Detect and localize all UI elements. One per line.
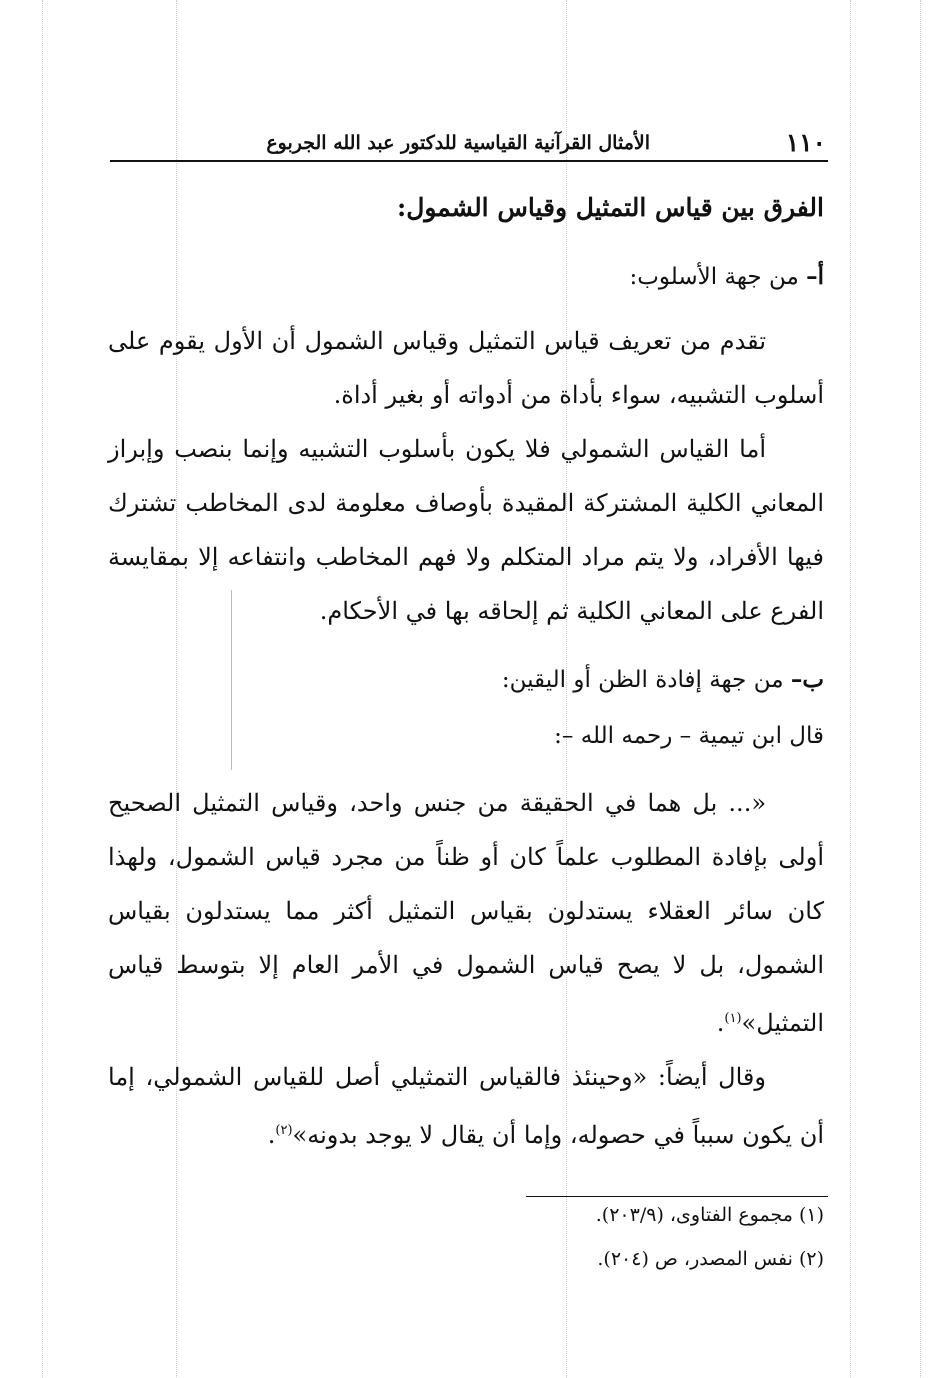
- footnote-divider: [526, 1196, 828, 1197]
- scan-guide-line: [176, 0, 177, 1378]
- scan-guide-line: [920, 0, 921, 1378]
- scan-guide-line: [850, 0, 851, 1378]
- page-number: ١١٠: [785, 128, 826, 157]
- footnote-1: (١) مجموع الفتاوى، (٢٠٣/٩).: [595, 1204, 824, 1226]
- body-text-block-1: [108, 314, 824, 638]
- section-heading: الفرق بين قياس التمثيل وقياس الشمول:: [397, 193, 824, 222]
- subsection-a-heading: [630, 263, 824, 290]
- quote-2-end: .: [267, 1121, 276, 1149]
- subsection-a-letter: أ–: [806, 263, 824, 290]
- quote-2: [108, 1050, 824, 1162]
- scan-guide-line: [42, 0, 43, 1378]
- subsection-b-heading: [502, 666, 824, 693]
- paragraph-2: أما القياس الشمولي فلا يكون بأسلوب التشبيه وإنما بنصب وإبراز المعاني الكلية المشتركة المقيدة بأوصاف معلومة لدى المخاطب تشترك فيها الأفراد، ولا يتم مراد المتكلم ولا فهم المخاطب وانتفاعه إلا بمقايسة الفرع على المعاني الكلية ثم إلحاقه بها في الأحكام.: [108, 435, 824, 625]
- footnote-2: (٢) نفس المصدر، ص (٢٠٤).: [597, 1248, 824, 1270]
- attribution-line: قال ابن تيمية – رحمه الله –:: [554, 723, 824, 749]
- quote-1-text: «... بل هما في الحقيقة من جنس واحد، وقياس التمثيل الصحيح أولى بإفادة المطلوب علماً كان أو ظناً من مجرد قياس الشمول، ولهذا كان سائر العقلاء يستدلون بقياس التمثيل أكثر مما يستدلون بقياس الشمول، بل لا يصح قياس الشمول في الأمر العام إلا بتوسط قياس التمثيل»: [108, 789, 825, 1037]
- footnote-ref-2[interactable]: (٢): [275, 1123, 293, 1138]
- page-header: [110, 122, 828, 162]
- quote-1: [108, 776, 824, 1050]
- paragraph-1: تقدم من تعريف قياس التمثيل وقياس الشمول أن الأول يقوم على أسلوب التشبيه، سواء بأداة من أدواته أو بغير أداة.: [108, 327, 824, 409]
- subsection-b-title: من جهة إفادة الظن أو اليقين:: [501, 667, 784, 693]
- quote-1-end: .: [716, 1009, 725, 1037]
- body-text-block-2: [108, 776, 824, 1162]
- subsection-a-title: من جهة الأسلوب:: [629, 264, 799, 290]
- quote-2-text: وقال أيضاً: «وحينئذ فالقياس التمثيلي أصل للقياس الشمولي، إما أن يكون سبباً في حصوله، وإما أن يقال لا يوجد بدونه»: [108, 1063, 824, 1149]
- running-title: الأمثال القرآنية القياسية للدكتور عبد الله الجربوع: [266, 132, 650, 154]
- subsection-b-letter: ب–: [790, 666, 824, 693]
- footnote-ref-1[interactable]: (١): [724, 1011, 742, 1026]
- header-divider: [110, 160, 828, 162]
